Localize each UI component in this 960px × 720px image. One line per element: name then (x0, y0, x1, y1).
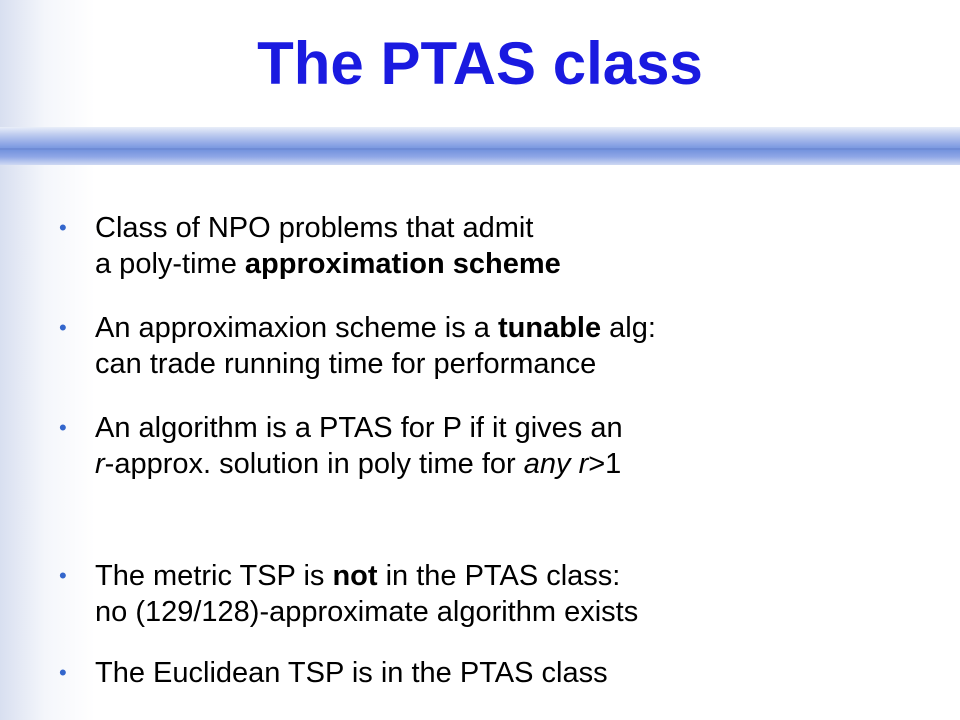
bullet-4-bold-not: not (332, 560, 378, 592)
bullet-item-1 (59, 210, 920, 282)
bullet-dot-icon: • (59, 660, 67, 685)
bullet-1-line-1: Class of NPO problems that admit (95, 212, 534, 244)
bullet-4-line-1 (95, 558, 920, 594)
bullet-4-text-c: in the PTAS class: (377, 560, 621, 592)
bullet-3-text-b: -approx. solution in poly time for (104, 448, 524, 480)
bullet-dot-icon: • (59, 215, 67, 240)
bullet-1-bold-term: approximation scheme (244, 248, 561, 280)
bullet-2-line-2: can trade running time for performance (95, 348, 597, 380)
bullet-2-bold-term: tunable (497, 312, 602, 344)
bullet-3-text-d: >1 (588, 448, 622, 480)
bullet-1-text: a poly-time (95, 248, 245, 280)
bullet-dot-icon: • (59, 563, 67, 588)
bullet-4-text-a: The metric TSP is (95, 560, 333, 592)
bullet-2-text-a: An approximaxion scheme is a (95, 312, 498, 344)
bullet-item-3 (59, 410, 920, 482)
bullet-3-line-2 (95, 446, 920, 482)
bullet-item-2 (59, 310, 920, 382)
bullet-dot-icon: • (59, 415, 67, 440)
bullet-2-line-1 (95, 310, 920, 346)
bullet-dot-icon: • (59, 315, 67, 340)
bullet-item-4 (59, 558, 920, 630)
slide-title: The PTAS class (257, 30, 703, 97)
bullet-5-line-1: The Euclidean TSP is in the PTAS class (95, 657, 608, 689)
bullet-3-italic-r: r (95, 448, 105, 480)
bullet-3-line-1: An algorithm is a PTAS for P if it gives an (95, 412, 623, 444)
bullet-4-line-2: no (129/128)-approximate algorithm exists (95, 596, 639, 628)
bullet-3-italic-any-r: any r (523, 448, 589, 480)
bullet-1-line-2 (95, 246, 920, 282)
bullet-item-5 (59, 655, 920, 691)
bullet-2-text-c: alg: (601, 312, 656, 344)
